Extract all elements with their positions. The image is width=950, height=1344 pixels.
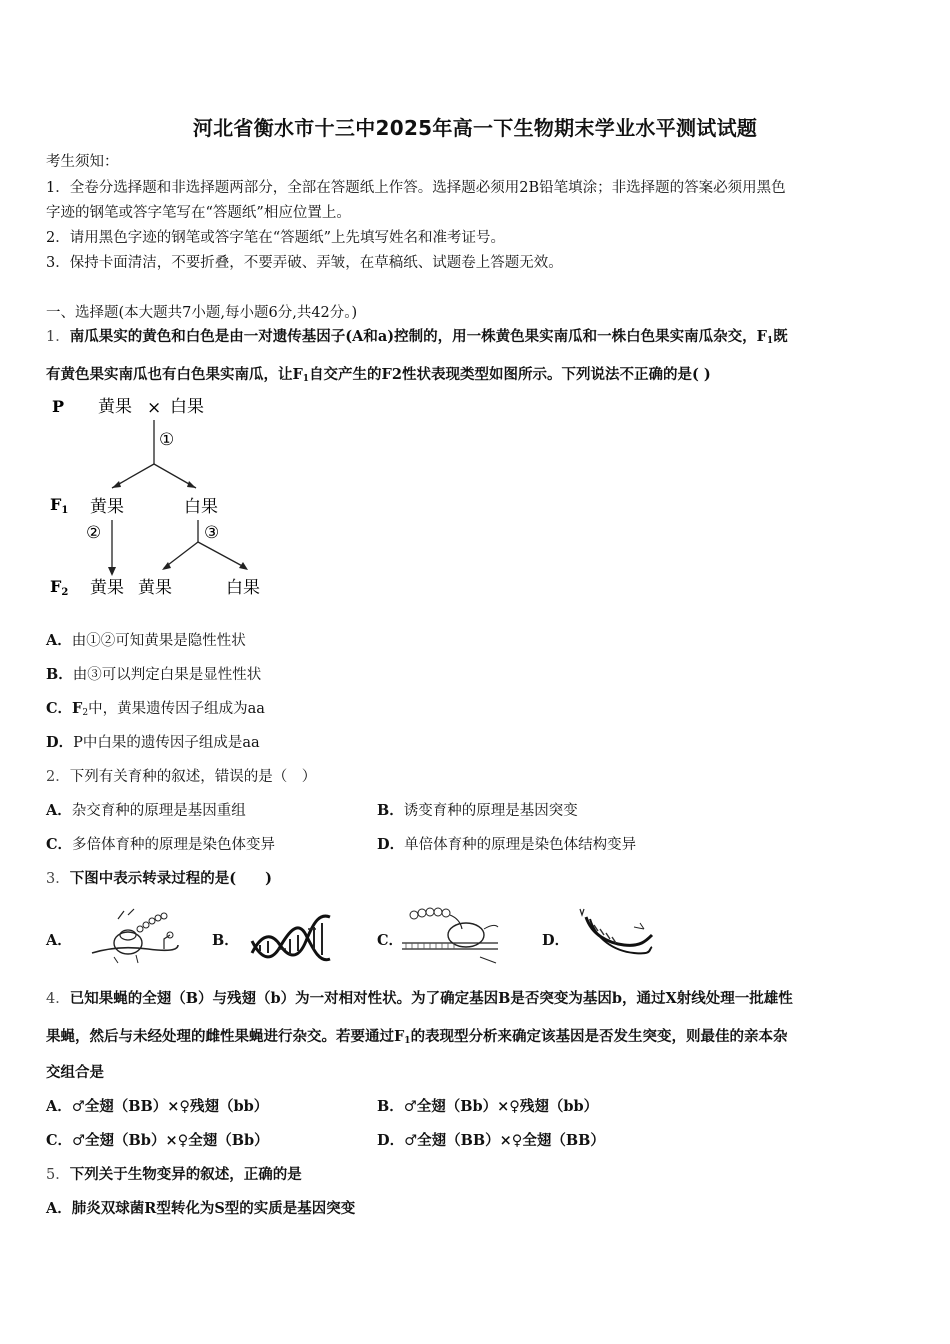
notice-item: 3．保持卡面清洁，不要折叠，不要弄破、弄皱，在草稿纸、试题卷上答题无效。 [46, 255, 563, 271]
transcription-rna-polymerase-image[interactable] [400, 905, 500, 967]
question-1-stem-line-1: 1．南瓜果实的黄色和白色是由一对遗传基因子(A和a)控制的，用一株黄色果实南瓜和一株白色果实南瓜杂交，$F_1$既 [46, 328, 788, 346]
question-4-stem-line-1: 4．已知果蝇的全翅（B）与残翅（b）为一对相对性状。为了确定基因B是否突变为基因b，通过X射线处理一批雄性 [46, 990, 793, 1007]
question-3-stem: 3．下图中表示转录过程的是( ) [46, 870, 272, 887]
ribosome-translation-image[interactable] [88, 905, 180, 967]
dna-replication-fork-image[interactable] [574, 905, 654, 965]
question-5-stem: 5．下列关于生物变异的叙述，正确的是 [46, 1166, 302, 1183]
question-4-stem-line-2: 果蝇，然后与未经处理的雌性果蝇进行杂交。若要通过$F_1$的表现型分析来确定该基因是否发生突变，则最佳的亲本杂 [46, 1028, 788, 1046]
diagram-cross-symbol: × [147, 398, 162, 418]
option-item[interactable]: B．由③可以判定白果是显性性状 [46, 666, 262, 683]
notice-item: 字迹的钢笔或答字笔写在“答题纸”相应位置上。 [46, 205, 351, 221]
option-item[interactable]: D．单倍体育种的原理是染色体结构变异 [377, 836, 637, 853]
option-item[interactable]: A．由①②可知黄果是隐性性状 [46, 632, 246, 649]
diagram-f1-yellow: 黄果 [90, 497, 124, 517]
inheritance-diagram [46, 392, 286, 604]
question-2-stem: 2．下列有关育种的叙述，错误的是（ ） [46, 769, 317, 785]
diagram-step-2: ② [86, 523, 102, 543]
notice-item: 1．全卷分选择题和非选择题两部分，全部在答题纸上作答。选择题必须用2B铅笔填涂；非选择题的答案必须用黑色 [46, 180, 786, 196]
page-title: 河北省衡水市十三中2025年高一下生物期末学业水平测试试题 [192, 116, 758, 140]
diagram-step-3: ③ [204, 523, 220, 543]
option-b-label[interactable]: B． [212, 932, 239, 949]
option-item[interactable]: C．多倍体育种的原理是染色体变异 [46, 836, 276, 853]
option-item[interactable]: C．♂全翅（Bb）×♀全翅（Bb） [46, 1132, 269, 1149]
option-item[interactable]: A．肺炎双球菌R型转化为S型的实质是基因突变 [46, 1200, 356, 1217]
option-item[interactable]: D．P中白果的遗传因子组成是aa [46, 734, 260, 751]
diagram-f1-white: 白果 [184, 497, 218, 517]
option-item[interactable]: A．杂交育种的原理是基因重组 [46, 802, 246, 819]
option-d-label[interactable]: D． [542, 932, 570, 949]
option-item[interactable]: D．♂全翅（BB）×♀全翅（BB） [377, 1132, 605, 1149]
option-item[interactable]: B．诱变育种的原理是基因突变 [377, 802, 578, 819]
dna-double-helix-image[interactable] [250, 905, 332, 971]
notice-item: 2．请用黑色字迹的钢笔或答字笔在“答题纸”上先填写姓名和准考证号。 [46, 230, 506, 246]
diagram-step-1: ① [159, 430, 175, 450]
question-4-stem-line-3: 交组合是 [46, 1064, 104, 1081]
option-item[interactable]: B．♂全翅（Bb）×♀残翅（bb） [377, 1098, 599, 1115]
diagram-p-label: P [52, 397, 65, 416]
option-c-label[interactable]: C． [377, 932, 404, 949]
diagram-parent-white: 白果 [170, 397, 204, 417]
question-1-stem-line-2: 有黄色果实南瓜也有白色果实南瓜，让$F_1$自交产生的F2性状表现类型如图所示。下列说法不正确的是( ) [46, 366, 711, 384]
section-heading: 一、选择题(本大题共7小题,每小题6分,共42分。) [46, 305, 358, 321]
notice-heading: 考生须知： [46, 154, 119, 170]
diagram-f1-label: F1 [50, 495, 69, 516]
diagram-f2-yellow-1: 黄果 [90, 578, 124, 598]
diagram-f2-label: F2 [50, 577, 69, 598]
option-item[interactable]: C．$F_2$中，黄果遗传因子组成为aa [46, 700, 265, 718]
diagram-f2-white: 白果 [226, 578, 260, 598]
diagram-parent-yellow: 黄果 [98, 397, 132, 417]
diagram-f2-yellow-2: 黄果 [138, 578, 172, 598]
option-a-label[interactable]: A． [46, 932, 72, 949]
option-item[interactable]: A．♂全翅（BB）×♀残翅（bb） [46, 1098, 269, 1115]
question-number: 1． [46, 329, 70, 345]
